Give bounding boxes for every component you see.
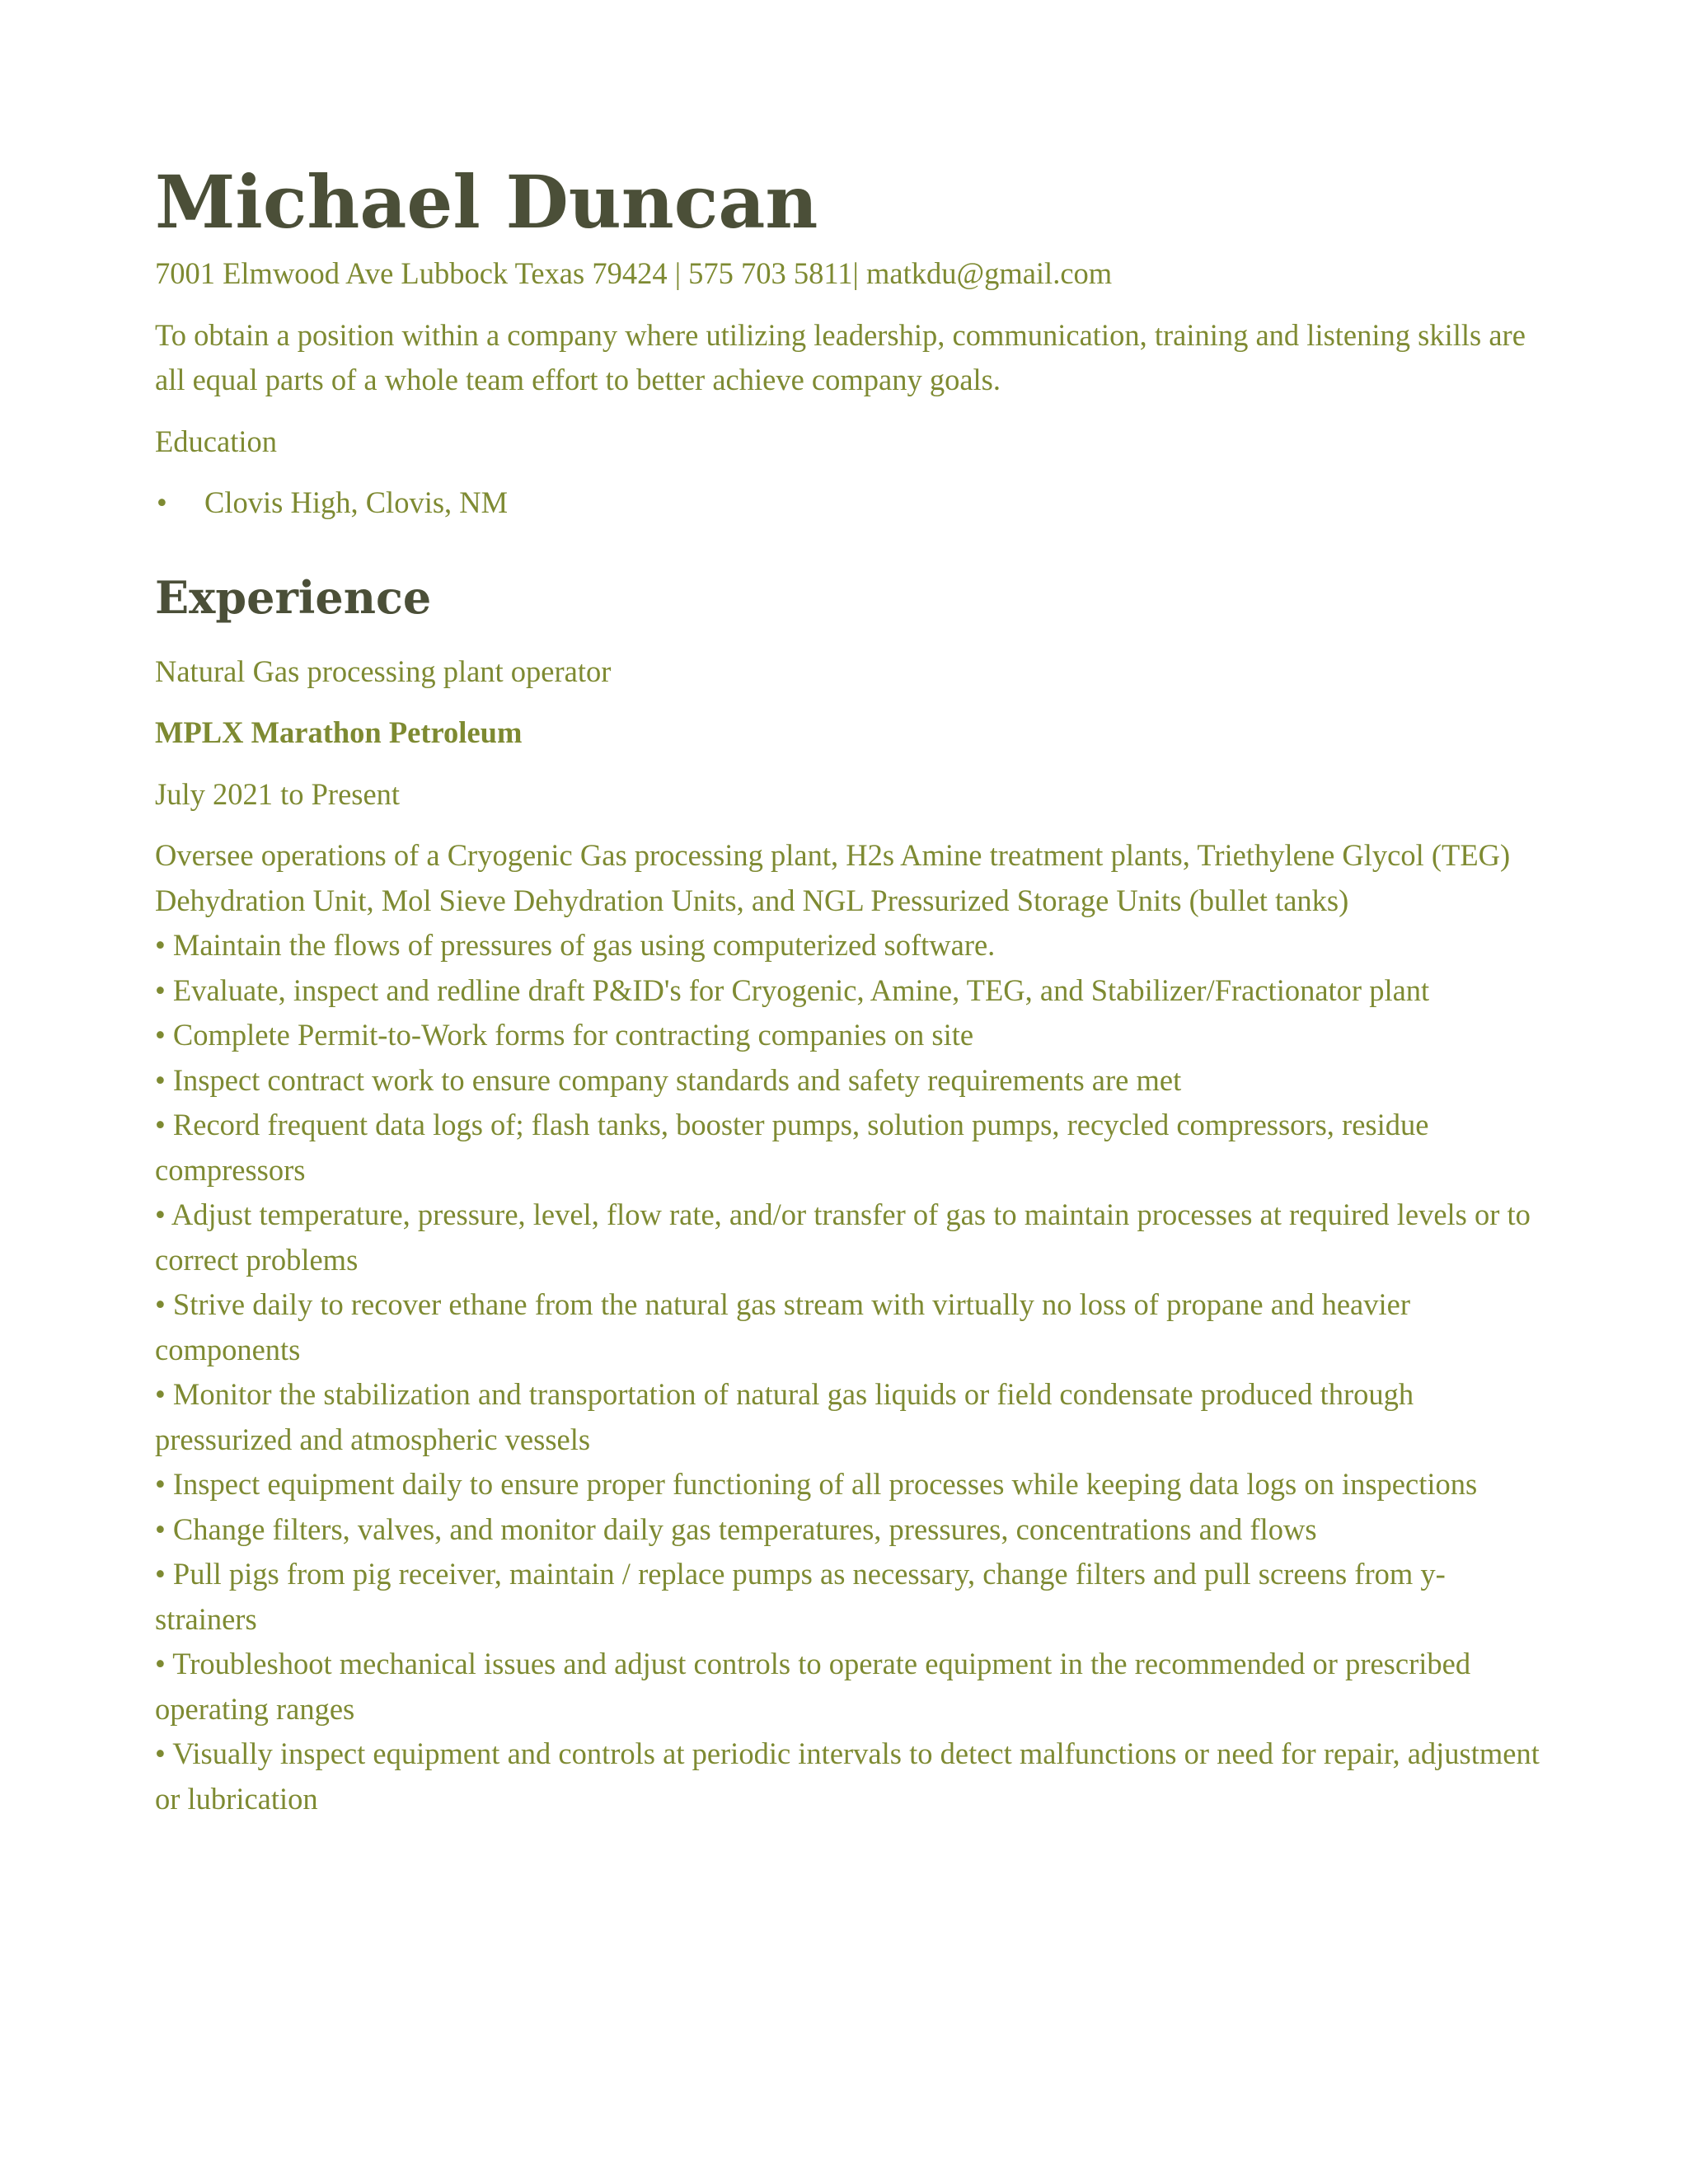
duty-item: • Inspect equipment daily to ensure proper functioning of all processes while keeping data logs on inspections	[155, 1467, 1478, 1501]
resume-page	[155, 152, 1540, 1821]
duty-item: • Visually inspect equipment and controls at periodic intervals to detect malfunctions or need for repair, adjustment or lubrication	[155, 1736, 1540, 1816]
duty-item: • Pull pigs from pig receiver, maintain / replace pumps as necessary, change filters and pull screens from y-strainers	[155, 1557, 1446, 1636]
duty-item: • Record frequent data logs of; flash tanks, booster pumps, solution pumps, recycled compressors, residue compressors	[155, 1108, 1429, 1187]
duty-item: • Inspect contract work to ensure company standards and safety requirements are met	[155, 1062, 1182, 1097]
objective-statement: To obtain a position within a company where utilizing leadership, communication, training and listening skills are all equal parts of a whole team effort to better achieve company goals.	[155, 317, 1526, 396]
duty-item: • Troubleshoot mechanical issues and adjust controls to operate equipment in the recommended or prescribed operating ranges	[155, 1647, 1471, 1726]
duty-item: • Complete Permit-to-Work forms for contracting companies on site	[155, 1018, 974, 1052]
education-item	[155, 480, 1540, 526]
candidate-name: Michael Duncan	[155, 159, 818, 245]
contact-line: 7001 Elmwood Ave Lubbock Texas 79424 | 575 703 5811| matkdu@gmail.com	[155, 256, 1113, 290]
duty-item: • Adjust temperature, pressure, level, flow rate, and/or transfer of gas to maintain processes at required levels or to correct problems	[155, 1197, 1531, 1277]
employment-dates: July 2021 to Present	[155, 776, 401, 811]
duty-item: • Monitor the stabilization and transportation of natural gas liquids or field condensate produced through pressurized and atmospheric vessels	[155, 1377, 1414, 1456]
duty-item: • Evaluate, inspect and redline draft P&ID's for Cryogenic, Amine, TEG, and Stabilizer/Fractionator plant	[155, 972, 1430, 1007]
duty-item: • Maintain the flows of pressures of gas using computerized software.	[155, 928, 996, 962]
education-label: Education	[155, 424, 277, 458]
experience-heading: Experience	[155, 570, 432, 624]
duty-item: • Strive daily to recover ethane from the natural gas stream with virtually no loss of propane and heavier components	[155, 1287, 1410, 1366]
job-summary: Oversee operations of a Cryogenic Gas processing plant, H2s Amine treatment plants, Triethylene Glycol (TEG) Dehydration Unit, Mol Sieve Dehydration Units, and NGL Pressurized Storage Units (bullet tanks)	[155, 838, 1511, 917]
education-list	[155, 480, 1540, 526]
duty-item: • Change filters, valves, and monitor daily gas temperatures, pressures, concentrations and flows	[155, 1511, 1317, 1546]
job-title: Natural Gas processing plant operator	[155, 654, 612, 688]
company-name: MPLX Marathon Petroleum	[155, 715, 523, 749]
bullet-icon: •	[157, 485, 167, 519]
duties-list	[155, 923, 1540, 1821]
education-item-label: Clovis High, Clovis, NM	[204, 485, 509, 519]
